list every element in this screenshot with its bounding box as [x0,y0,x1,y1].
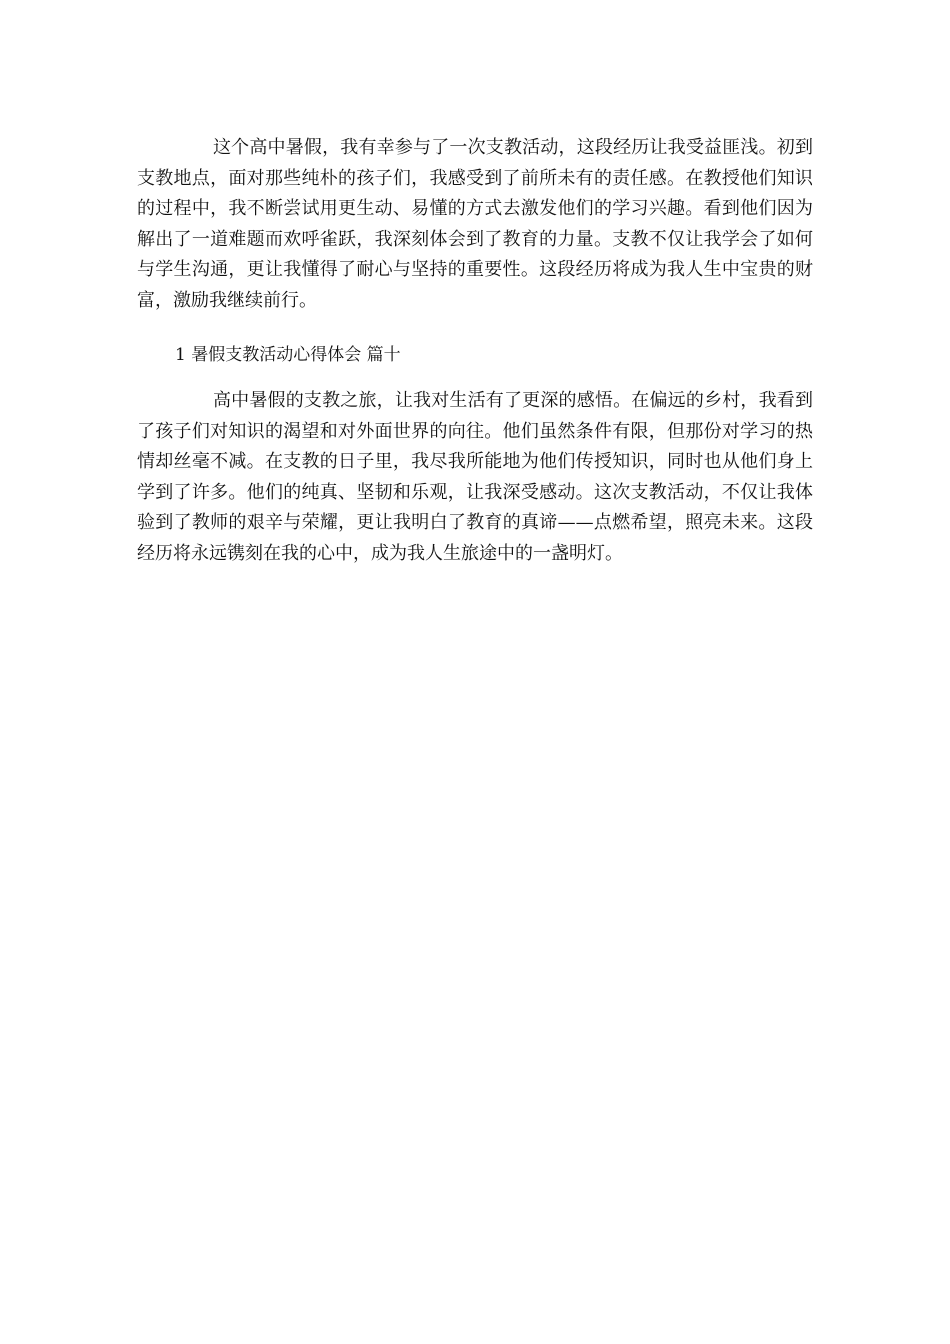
section-heading: 1 暑假支教活动心得体会 篇十 [175,345,401,365]
paragraph-2: 高中暑假的支教之旅，让我对生活有了更深的感悟。在偏远的乡村，我看到了孩子们对知识的渴望和对外面世界的向往。他们虽然条件有限，但那份对学习的热情却丝毫不减。在支教的日子里，我尽我所能地为他们传授知识，同时也从他们身上学到了许多。他们的纯真、坚韧和乐观，让我深受感动。这次支教活动，不仅让我体验到了教师的艰辛与荣耀，更让我明白了教育的真谛——点燃希望，照亮未来。这段经历将永远镌刻在我的心中，成为我人生旅途中的一盏明灯。 [137,390,813,564]
paragraph-1: 这个高中暑假，我有幸参与了一次支教活动，这段经历让我受益匪浅。初到支教地点，面对那些纯朴的孩子们，我感受到了前所未有的责任感。在教授他们知识的过程中，我不断尝试用更生动、易懂的方式去激发他们的学习兴趣。看到他们因为解出了一道难题而欢呼雀跃，我深刻体会到了教育的力量。支教不仅让我学会了如何与学生沟通，更让我懂得了耐心与坚持的重要性。这段经历将成为我人生中宝贵的财富，激励我继续前行。 [137,137,813,311]
document-body [137,133,813,569]
